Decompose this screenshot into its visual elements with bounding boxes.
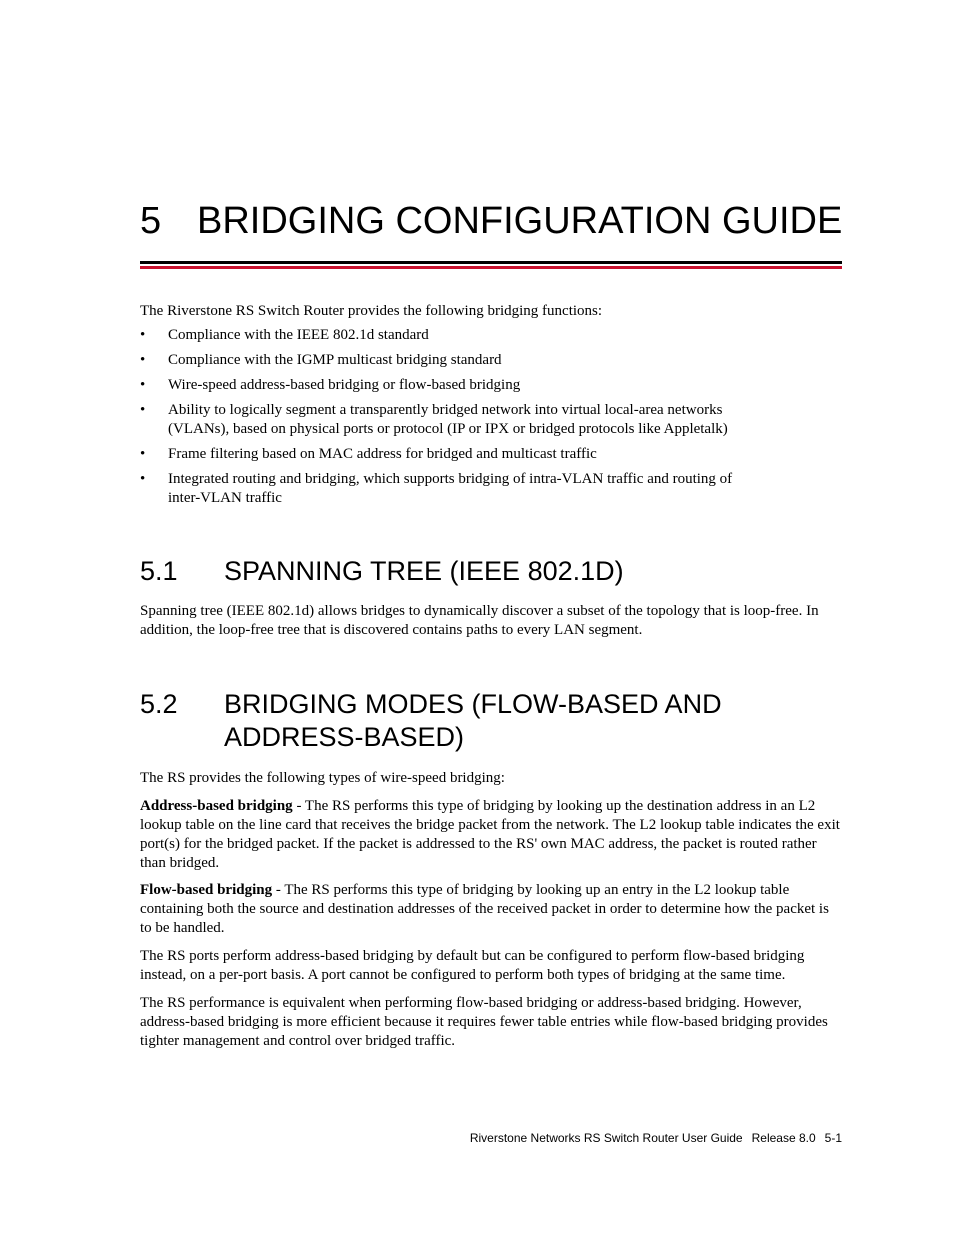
performance-paragraph: The RS performance is equivalent when performing flow-based bridging or address-based bridging. However, address-based bridging is more efficient because it requires fewer table entries while flow-based bridging provides tighter management and control over bridged traffic. [140,995,828,1049]
footer-guide-title: Riverstone Networks RS Switch Router User Guide [469,1131,743,1145]
section-title: SPANNING TREE (IEEE 802.1D) [224,556,624,586]
section-title: BRIDGING MODES (FLOW-BASED AND ADDRESS-BASED) [224,689,722,752]
intro-paragraph: The Riverstone RS Switch Router provides the following bridging functions: [140,303,603,319]
chapter-title [140,198,842,244]
list-item: • Wire-speed address-based bridging or flow-based bridging [140,377,521,393]
ports-paragraph: The RS ports perform address-based bridging by default but can be configured to perform flow-based bridging instead, on a per-port basis. A port cannot be configured to perform both types of bridging at the same time. [140,948,805,983]
address-based-paragraph: Address-based bridging - The RS performs this type of bridging by looking up the destination address in an L2 lookup table on the line card that receives the bridge packet from the network. The L2 lookup table indicates the exit port(s) for the bridged packet. If the packet is addressed to the RS' own MAC address, the packet is routed rather than bridged. [140,798,840,871]
footer-page-number: 5-1 [824,1131,842,1145]
footer-release: Release 8.0 [751,1131,816,1145]
spanning-tree-paragraph: Spanning tree (IEEE 802.1d) allows bridges to dynamically discover a subset of the topology that is loop-free. In addition, the loop-free tree that is discovered contains paths to every LAN segment. [140,603,819,638]
bridging-modes-intro: The RS provides the following types of wire-speed bridging: [140,770,505,786]
section-5-2-heading [140,688,842,754]
list-item: • Ability to logically segment a transparently bridged network into virtual local-area networks (VLANs), based on physical ports or protocol (IP or IPX or bridged protocols like Appletalk) [140,402,728,437]
section-number: 5.1 [140,556,178,586]
address-based-term: Address-based bridging [140,798,293,814]
bridging-functions-list [140,326,842,514]
list-item: • Compliance with the IGMP multicast bridging standard [140,352,502,368]
title-rule-red [140,266,842,269]
flow-based-term: Flow-based bridging [140,882,273,898]
chapter-title-text: BRIDGING CONFIGURATION GUIDE [197,200,843,242]
page-footer [461,1131,842,1145]
section-number: 5.2 [140,689,178,719]
title-rule-black [140,261,842,264]
chapter-number: 5 [140,200,162,242]
list-item: • Integrated routing and bridging, which supports bridging of intra-VLAN traffic and routing of inter-VLAN traffic [140,471,733,506]
list-item: • Compliance with the IEEE 802.1d standard [140,327,429,343]
section-5-1-heading [140,555,842,588]
flow-based-paragraph: Flow-based bridging - The RS performs this type of bridging by looking up an entry in the L2 lookup table containing both the source and destination addresses of the received packet in order to determine how the packet is to be handled. [140,882,829,936]
list-item: • Frame filtering based on MAC address for bridged and multicast traffic [140,446,597,462]
